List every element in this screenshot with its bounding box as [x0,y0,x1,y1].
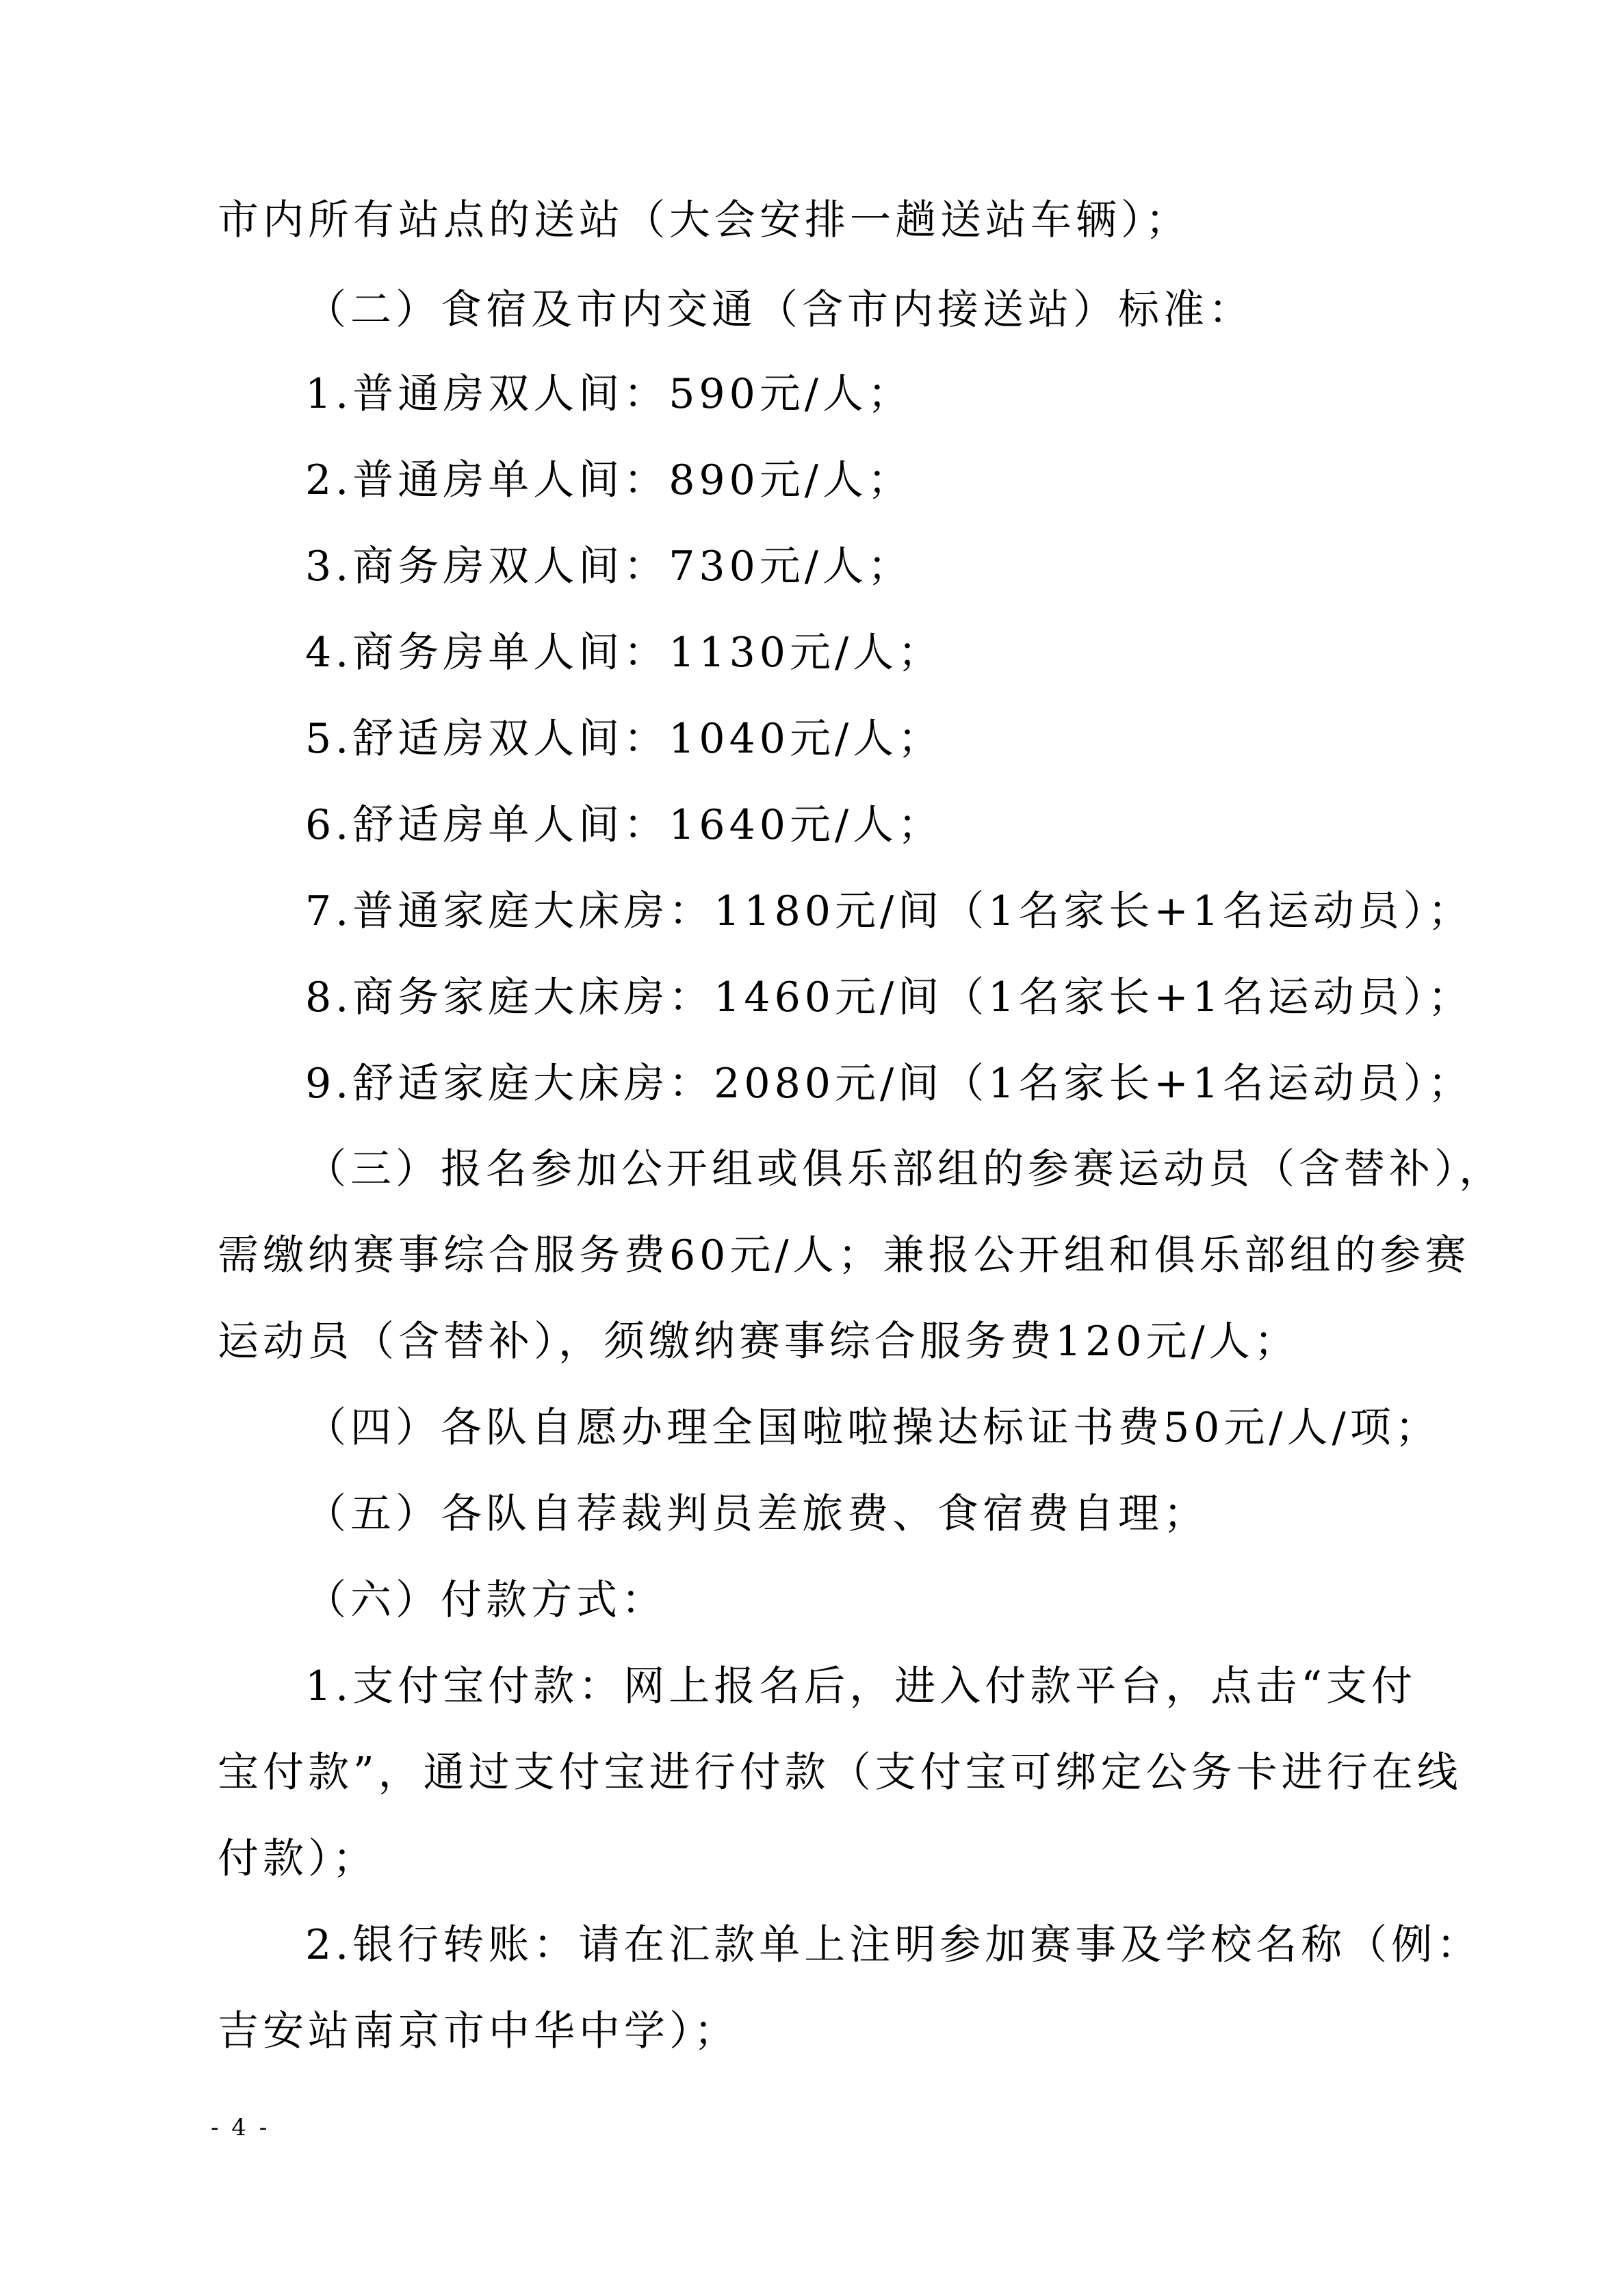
section-3-line-1: （三）报名参加公开组或俱乐部组的参赛运动员（含替补）， [305,1145,1504,1193]
payment-method-1-line-3: 付款）； [218,1835,378,1883]
list-item-4: 4.商务房单人间：1130元/人； [305,629,944,677]
section-3-line-3: 运动员（含替补），须缴纳赛事综合服务费120元/人； [218,1318,1299,1366]
payment-method-1-line-1: 1.支付宝付款：网上报名后，进入付款平台，点击“支付 [305,1662,1416,1710]
list-item-2: 2.普通房单人间：890元/人； [305,456,913,504]
section-heading-6: （六）付款方式： [305,1576,666,1624]
payment-method-2-line-1: 2.银行转账：请在汇款单上注明参加赛事及学校名称（例： [305,1921,1482,1969]
page-number: - 4 - [211,2114,270,2141]
list-item-5: 5.舒适房双人间：1040元/人； [305,715,944,763]
text-line-1: 市内所有站点的送站（大会安排一趟送站车辆）； [218,196,1191,244]
list-item-8: 8.商务家庭大床房：1460元/间（1名家长+1名运动员）； [305,974,1473,1021]
list-item-9: 9.舒适家庭大床房：2080元/间（1名家长+1名运动员）； [305,1060,1473,1108]
list-item-7: 7.普通家庭大床房：1180元/间（1名家长+1名运动员）； [305,887,1473,935]
section-heading-2: （二）食宿及市内交通（含市内接送站）标准： [305,286,1254,334]
payment-method-1-line-2: 宝付款”，通过支付宝进行付款（支付宝可绑定公务卡进行在线 [218,1749,1462,1797]
section-heading-4: （四）各队自愿办理全国啦啦操达标证书费50元/人/项； [305,1404,1440,1452]
list-item-6: 6.舒适房单人间：1640元/人； [305,801,944,849]
payment-method-2-line-2: 吉安站南京市中华中学）； [218,2007,739,2055]
list-item-3: 3.商务房双人间：730元/人； [305,543,913,590]
section-3-line-2: 需缴纳赛事综合服务费60元/人；兼报公开组和俱乐部组的参赛 [218,1231,1470,1279]
list-item-1: 1.普通房双人间：590元/人； [305,370,913,418]
section-heading-5: （五）各队自荐裁判员差旅费、食宿费自理； [305,1490,1208,1538]
